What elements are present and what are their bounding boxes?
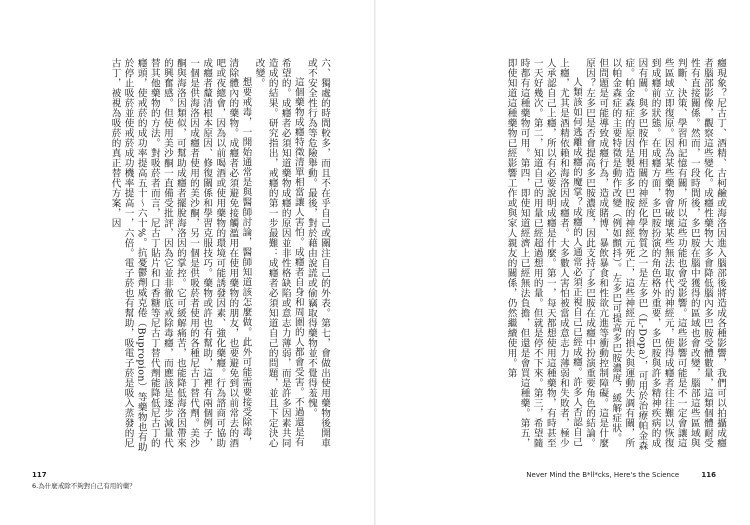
right-page-body — [409, 58, 727, 453]
left-page-body — [13, 58, 331, 453]
right-page — [375, 0, 750, 525]
left-paragraph-1: 六、獨處的時間較多，而且不在乎自己或關注自己的外表。第七，會做出使用藥物後開車或不安全性行為等危險舉動。最後，對於藉由說謊或偷竊取得藥物並不覺得羞愧。 — [305, 58, 330, 448]
left-running-title: 6.為什麼戒除不夠對自己有用的藥？ — [32, 482, 136, 490]
left-page-footer — [32, 471, 136, 490]
right-page-footer — [526, 471, 716, 479]
left-paragraph-2: 這個藥物成癮特徵清單相當讓人害怕。成癮者自身和周圍的人都會受害。不過還是有希望的。成癮者必須知道藥物成癮的原因並非性格缺陷或意志力薄弱，而是許多因素共同造成的結果。研究指出，戒癮的第一步最難：成癮者必須知道自己的問題，並且下定決心改變。 — [253, 58, 304, 448]
right-page-number: 116 — [701, 471, 716, 479]
left-paragraph-3: 想要戒毒，一開始通常是與醫師討論，醫師知道該怎麼做。此外可能需要接受除毒，清除體內的藥物。成癮者必須避免接觸濫用在使用藥物的朋友，也要避免到以前常去的酒吧或夜總會，因為以前喝酒或使用藥物的環境可能誘發因素、強化藥癮。行為諮商可協助成癮者釐清根本原因、修復關係和學習克服技巧。藥物或許也有幫助，這裡有兩個例子，一個是供海洛因成癮者使用的美沙酮，另一個是供吸菸者使用的各種尼古丁替代劑。美沙酮與海洛因類似，可幫助成癮者擺脫海洛因的掌控。它可緩解痛苦，也能降低海洛因帶來的興奮感。但使用美沙酮一直備受批評，因為它並非徹底戒除毒癮，而應該是逐步減量代替其他藥物的方法。對吸菸者而言，尼古丁貼片和口香糖等尼古丁替代劑能降低尼古丁的癮頭，使戒菸的成功率提高五十～六十%。抗憂鬱劑威克倦（Bupropion）等藥物也有助於停止吸菸並使戒菸成功機率提高一，六倍。電子菸也有幫助，吸電子菸是吸入蒸發的尼古丁，被視為吸菸的真正替代方案，因 — [109, 58, 252, 453]
right-paragraph-1: 癮現象？尼古丁、酒精、古柯鹼或海洛因進入腦部後將造成各種影響，我們可以拍攝成癮者腦部影像，觀察這些變化。成癮性藥物大多會降低腦內多巴胺受體數量，這類個體耐受性有直接關係。然而，一段時間後，多巴胺在腦中獲得的區域也會改變，腦部這些區域與判斷、決策、學習和記憶有關，所以這些功能也會受影響。這些影響可能是不一定會讓這些區域立即復原。因為某些藥物會破壞某些無法取代的神經元，使得成癮者往往難以恢復到成癮前的狀態。在成癮方面，多巴胺扮演的角色格外重要，多巴胺與許多精神疾病的成因有關。與多巴胺作用相關的神經化學物質之一是左多巴（L-Dopa），可用於治療帕金森症。帕金森症的原因是製造多巴胺的神經元死亡，這些神經元的損失與運動失調有關，所以帕金森症的主要特徵是動作改變（例如顫抖）。左多巴可提高多巴胺濃度，緩解症狀。但問題是可能導致成癮行為，造成賭博、暴飲暴食和性欲亢進等衝動控制障礙。這是什麼原因？左多巴是否會提高多巴胺濃度，因此支持了多巴胺在成癮中扮演重要角色的結論。 — [584, 58, 726, 451]
right-paragraph-2: 人類該如何逃離成癮的魔掌？成癮的人通常必須正視自己已經成癮。許多人否認自己上癮，尤其是酒精依賴和海洛因成癮者。大多數人害怕被當成意志力薄弱和失敗者，極少人承認自己上癮，所以有必要說明成癮是什麼。第一，每天都想使用這種藥物，有時甚至一天好幾次。第二，知道自己的用量已經超過想用的量。但就是停不下來。第三，希望隨時都有這種藥物可用。第四，即使知道經濟上已經無法負擔，但還是會買這種藥。第五，即使知道這種藥物已經影響工作或與家人親友的關係，仍然繼續使用。第 — [505, 58, 582, 448]
left-page-number: 117 — [32, 471, 47, 479]
right-running-title: Never Mind the B*ll*cks, Here's the Science — [526, 471, 680, 479]
